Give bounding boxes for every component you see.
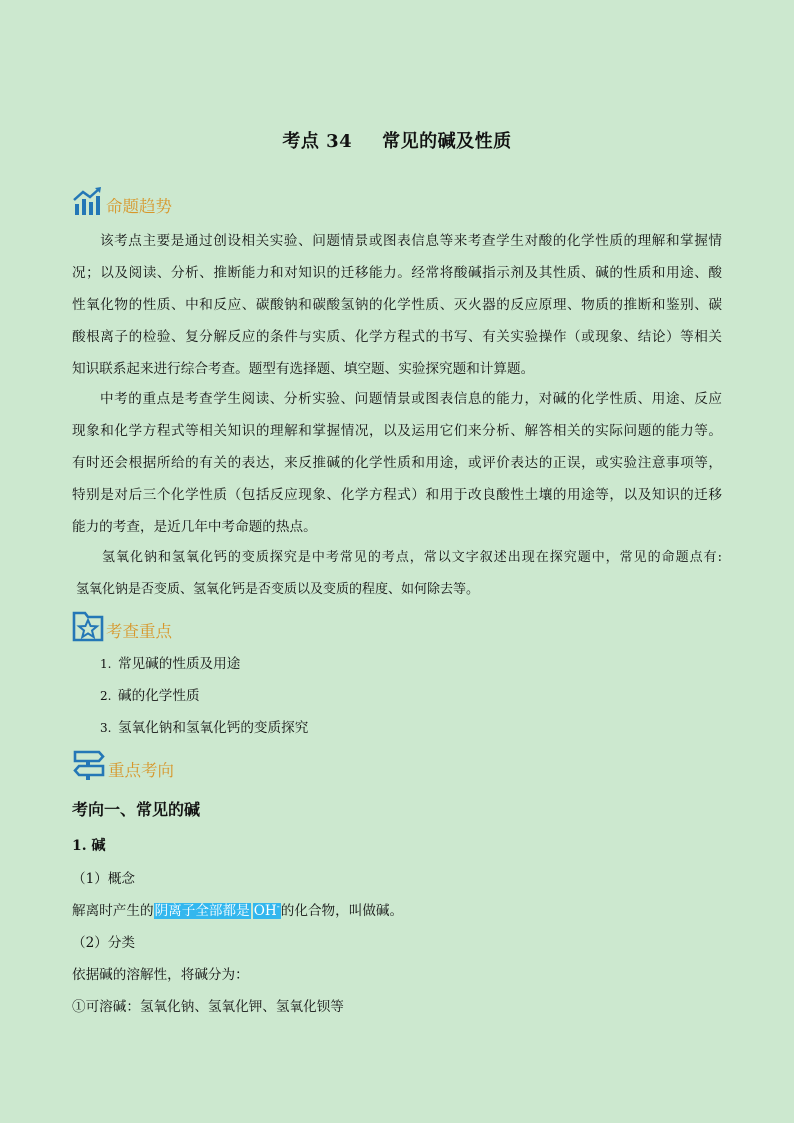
classification-intro: 依据碱的溶解性，将碱分为： (72, 967, 249, 983)
title-text: 常见的碱及性质 (382, 131, 512, 152)
trend-paragraph-3: 氢氧化钠和氢氧化钙的变质探究是中考常见的考点，常以文字叙述出现在探究题中，常见的命题点有: 氢氧化钠是否变质、氢氧化钙是否变质以及变质的程度、如何除去等。 (76, 550, 722, 597)
signpost-icon (72, 749, 106, 781)
trend-paragraph-2: 中考的重点是考查学生阅读、分析实验、问题情景或图表信息的能力，对碱的化学性质、用途、反应 现象和化学方程式等相关知识的理解和掌握情况，以及运用它们来分析、解答相关的实际问题的能力等。 有时还会根据所给的有关的表达，来反推碱的化学性质和用途，或评价表达的正误，或实验注意事项等， 特别是对后三个化学性质（包括反应现象、化学方程式）和用于改良酸性土壤的用途等，以及知识的迁移 能力的考查，是近几年中考命题的热点。 (72, 391, 722, 535)
section-header-direction (72, 747, 174, 781)
section-header-focus (72, 608, 172, 642)
direction-heading: 考向一、常见的碱 (72, 800, 201, 819)
trend-paragraph-1: 该考点主要是通过创设相关实验、问题情景或图表信息等来考查学生对酸的化学性质的理解和掌握情 况；以及阅读、分析、推断能力和对知识的迁移能力。经常将酸碱指示剂及其性质、碱的性质和用途、酸 性氧化物的性质、中和反应、碳酸钠和碳酸氢钠的化学性质、灭火器的反应原理、物质的推断和鉴别、碳 酸根离子的检验、复分解反应的条件与实质、化学方程式的书写、有关实验操作（或现象、结论）等相关 知识联系起来进行综合考查。题型有选择题、填空题、实验探究题和计算题。 (72, 233, 722, 377)
section-header-trend (72, 183, 172, 217)
highlight-oh: OH- (253, 902, 280, 919)
soluble-bases-item: ①可溶碱：氢氧化钠、氢氧化钾、氢氧化钡等 (72, 999, 344, 1015)
page-title (0, 127, 794, 153)
bar-chart-trend-icon (72, 187, 104, 217)
list-item: 1. 常见碱的性质及用途 (100, 656, 241, 672)
subsection-heading: 1. 碱 (72, 838, 106, 854)
highlight-anion: 阴离子全部都是 (154, 903, 250, 919)
concept-label: （1）概念 (72, 871, 136, 887)
section-label-focus: 考查重点 (106, 622, 172, 641)
list-item: 2. 碱的化学性质 (100, 688, 200, 704)
concept-definition: 解离时产生的阴离子全部都是 OH-的化合物，叫做碱。 (72, 902, 404, 919)
list-item: 3. 氢氧化钠和氢氧化钙的变质探究 (100, 720, 309, 736)
focus-list (100, 648, 308, 744)
section-label-direction: 重点考向 (108, 761, 174, 780)
classification-label: （2）分类 (72, 935, 136, 951)
section-label-trend: 命题趋势 (106, 197, 172, 216)
folder-star-icon (72, 610, 104, 642)
title-number: 考点 34 (282, 131, 353, 152)
